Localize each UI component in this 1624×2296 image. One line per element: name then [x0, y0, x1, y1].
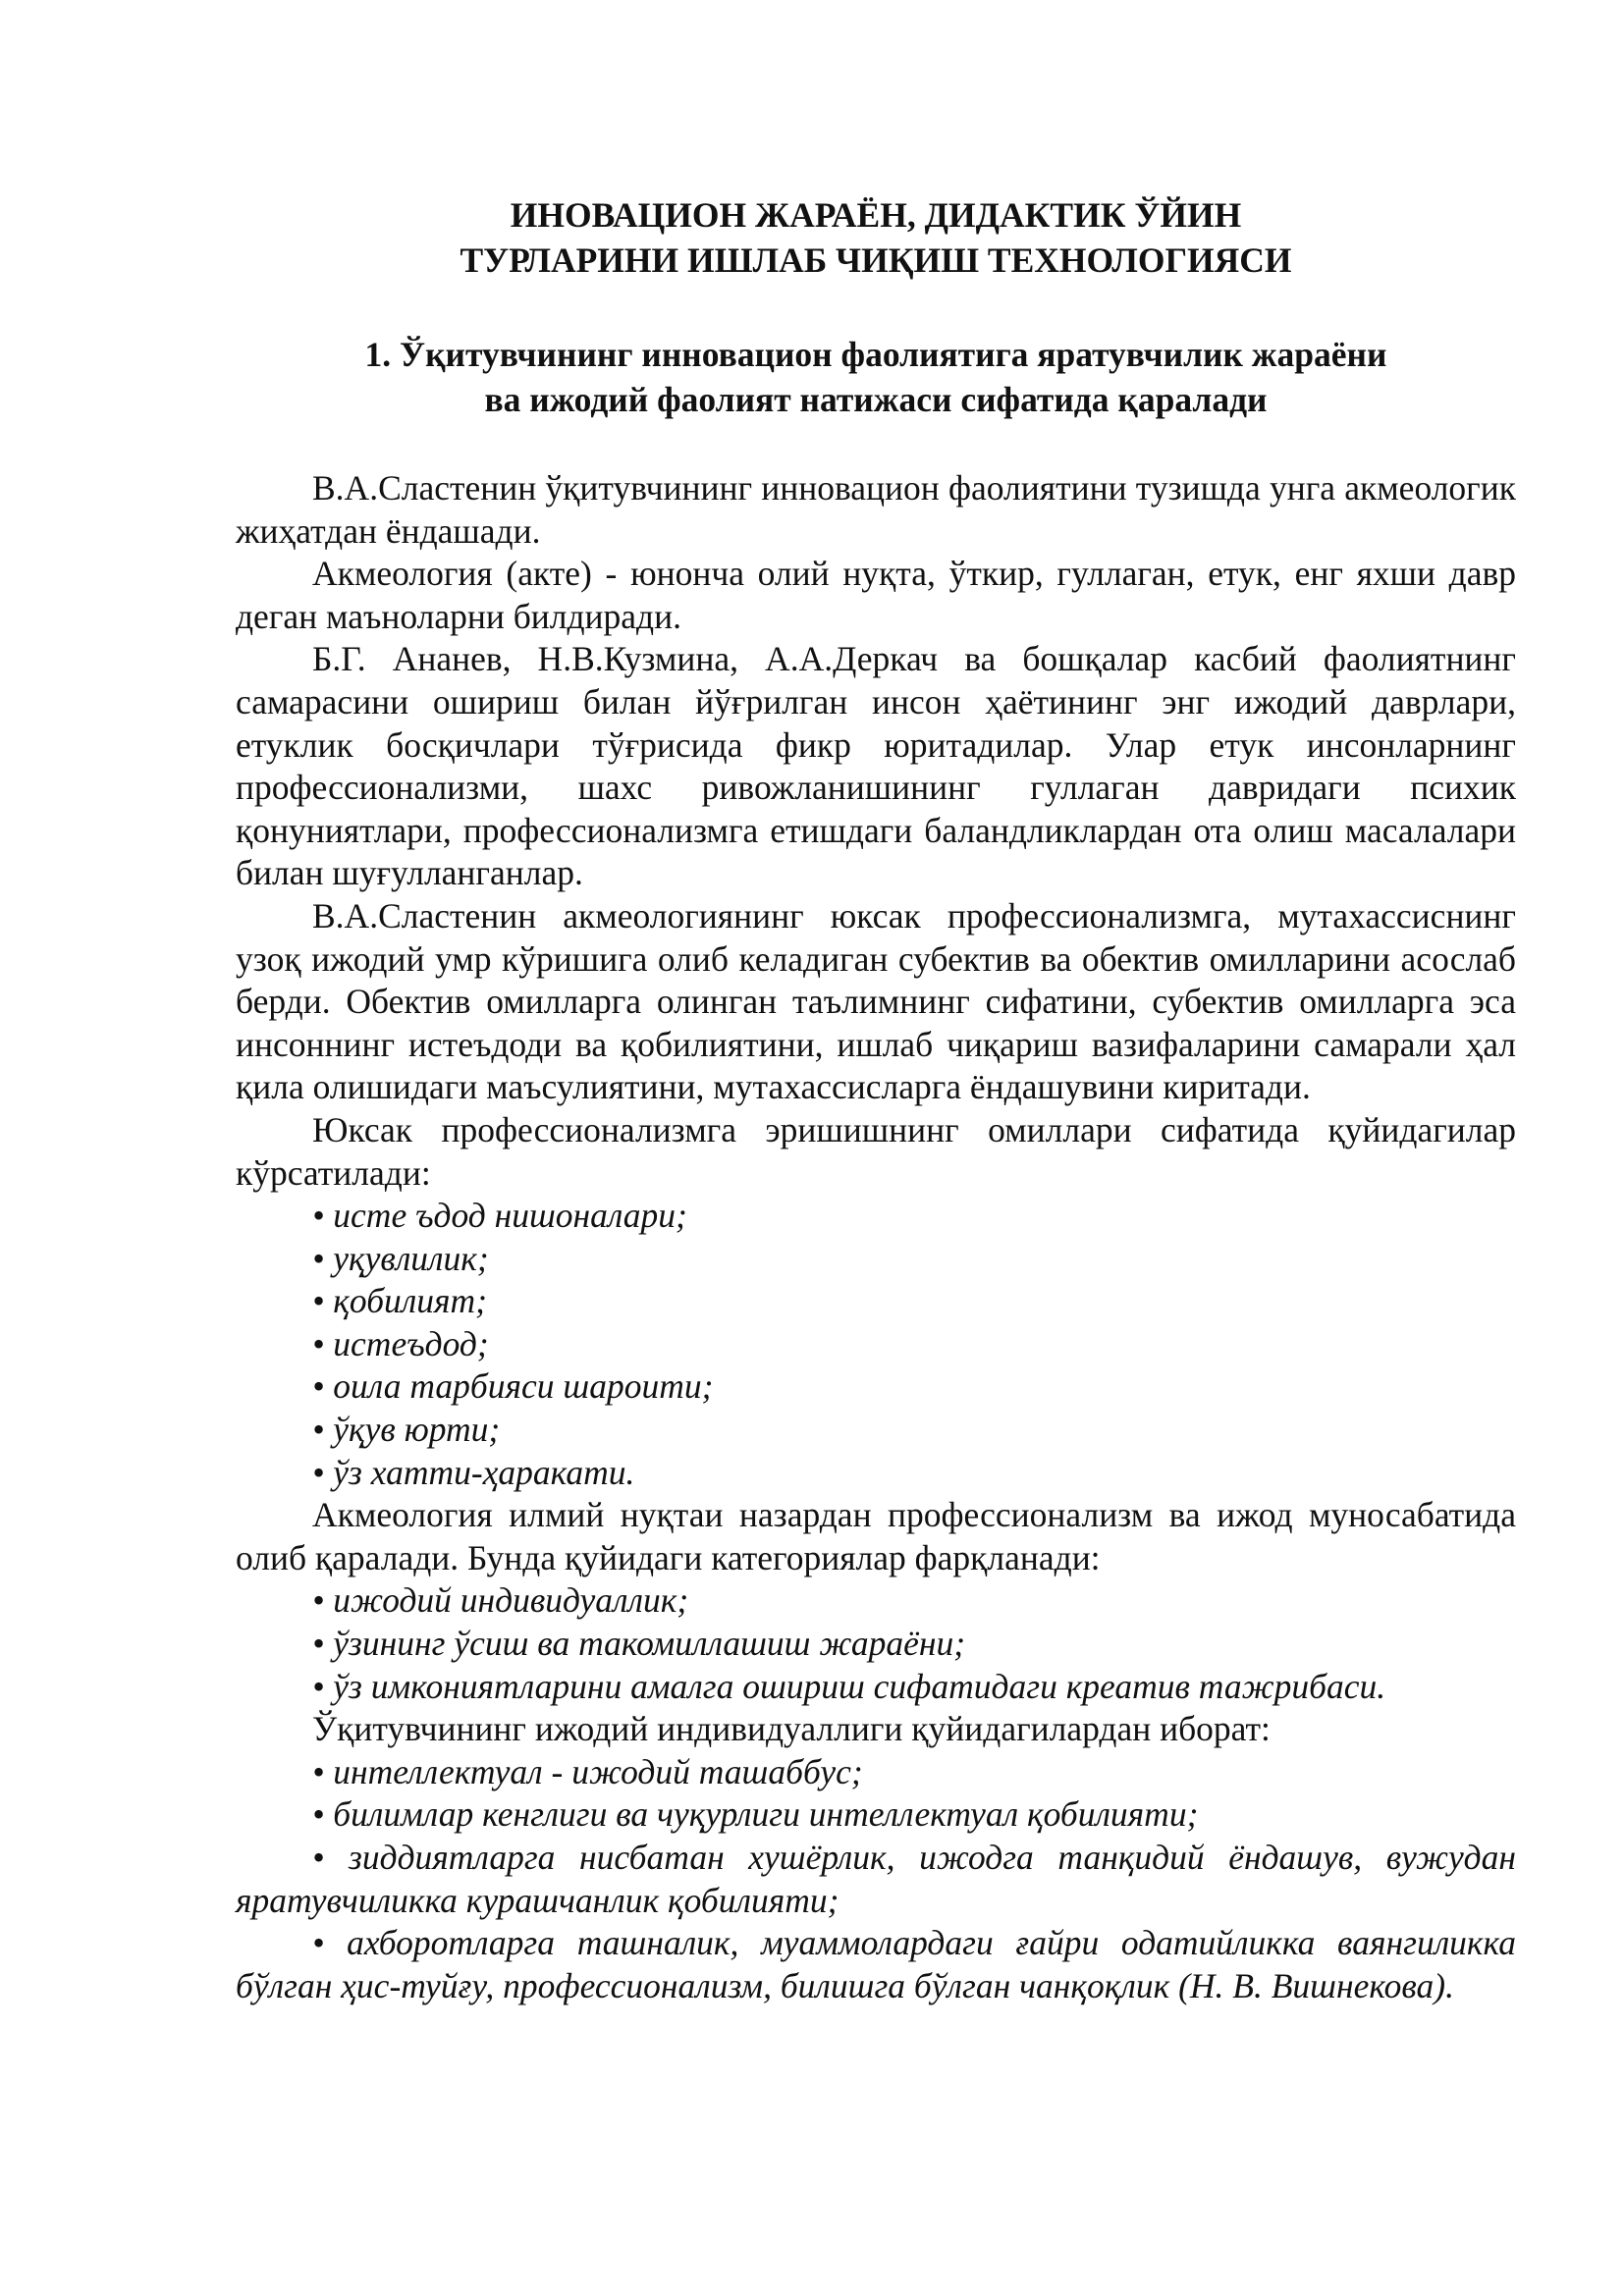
list-item: • исте ъдод нишоналари; [312, 1196, 687, 1236]
document-body [236, 467, 1516, 2007]
list-item: • қобилият; [312, 1281, 487, 1321]
list-item: • ижодий индивидуаллик; [312, 1580, 689, 1621]
list-item: • зиддиятларга нисбатан хушёрлик, ижодга танқидий ёндашув, вужудан яратувчиликка курашчанлик қобилияти; [236, 1838, 1516, 1920]
list-item: • уқувлилик; [312, 1238, 489, 1278]
title-line-1: ИНОВАЦИОН ЖАРАЁН, ДИДАКТИК ЎЙИН [510, 195, 1242, 235]
section-heading [236, 332, 1516, 422]
list-item: • ўз имкониятларини амалга ошириш сифатидаги креатив тажрибаси. [312, 1666, 1386, 1706]
paragraph-5: Юксак профессионализмга эришишнинг омиллари сифатида қуйидагилар кўрсатилади: [236, 1109, 1516, 1193]
list-item: • интеллектуал - ижодий ташаббус; [312, 1751, 863, 1791]
section-heading-line-1: 1. Ўқитувчининг инновацион фаолиятига яратувчилик жараёни [364, 335, 1387, 374]
list-item: • оила тарбияси шароити; [312, 1366, 714, 1407]
list-item: • билимлар кенглиги ва чуқурлиги интеллектуал қобилияти; [312, 1794, 1199, 1835]
paragraph-4: В.А.Сластенин акмеологиянинг юксак профессионализмга, мутахассиснинг узоқ ижодий умр кўришига олиб келадиган субектив ва обектив омилларини асослаб берди. Обектив омилларга олинган таълимнинг сифатини, субектив омилларга эса инсоннинг истеъдоди ва қобилиятини, ишлаб чиқариш вазифаларини самарали ҳал қила олишидаги маъсулиятини, мутахассисларга ёндашувини киритади. [236, 895, 1516, 1107]
title-line-2: ТУРЛАРИНИ ИШЛАБ ЧИҚИШ ТЕХНОЛОГИЯСИ [460, 240, 1292, 280]
document-page [236, 192, 1516, 2007]
section-heading-line-2: ва ижодий фаолият натижаси сифатида қаралади [484, 380, 1268, 419]
paragraph-6: Акмеология илмий нуқтаи назардан профессионализм ва ижод муносабатида олиб қаралади. Бунда қуйидаги категориялар фарқланади: [236, 1495, 1516, 1577]
list-item: • ахборотларга ташналик, муаммолардаги ғайри одатийликка ваянгиликка бўлган ҳис-туйғу, профессионализм, билишга бўлган чанқоқлик (Н. В. Вишнекова). [236, 1923, 1516, 2005]
list-item: • ўзининг ўсиш ва такомиллашиш жараёни; [312, 1624, 966, 1664]
list-item: • ўз хатти-ҳаракати. [312, 1452, 635, 1492]
document-title [236, 192, 1516, 283]
paragraph-1: В.А.Сластенин ўқитувчининг инновацион фаолиятини тузишда унга акмеологик жиҳатдан ёндашади. [236, 468, 1516, 551]
paragraph-3: Б.Г. Ананев, Н.В.Кузмина, А.А.Деркач ва бошқалар касбий фаолиятнинг самарасини ошириш билан йўғрилган инсон ҳаётининг энг ижодий даврлари, етуклик босқичлари тўғрисида фикр юритадилар. Улар етук инсонларнинг профессионализми, шахс ривожланишининг гуллаган давридаги психик қонуниятлари, профессионализмга етишдаги баландликлардан ота олиш масалалари билан шуғулланганлар. [236, 639, 1516, 893]
paragraph-7: Ўқитувчининг ижодий индивидуаллиги қуйидагилардан иборат: [312, 1709, 1271, 1749]
paragraph-2: Акмеология (акте) - юнонча олий нуқта, ўткир, гуллаган, етук, енг яхши давр деган маъноларни билдиради. [236, 554, 1516, 636]
list-item: • истеъдод; [312, 1323, 489, 1363]
list-item: • ўқув юрти; [312, 1410, 501, 1450]
